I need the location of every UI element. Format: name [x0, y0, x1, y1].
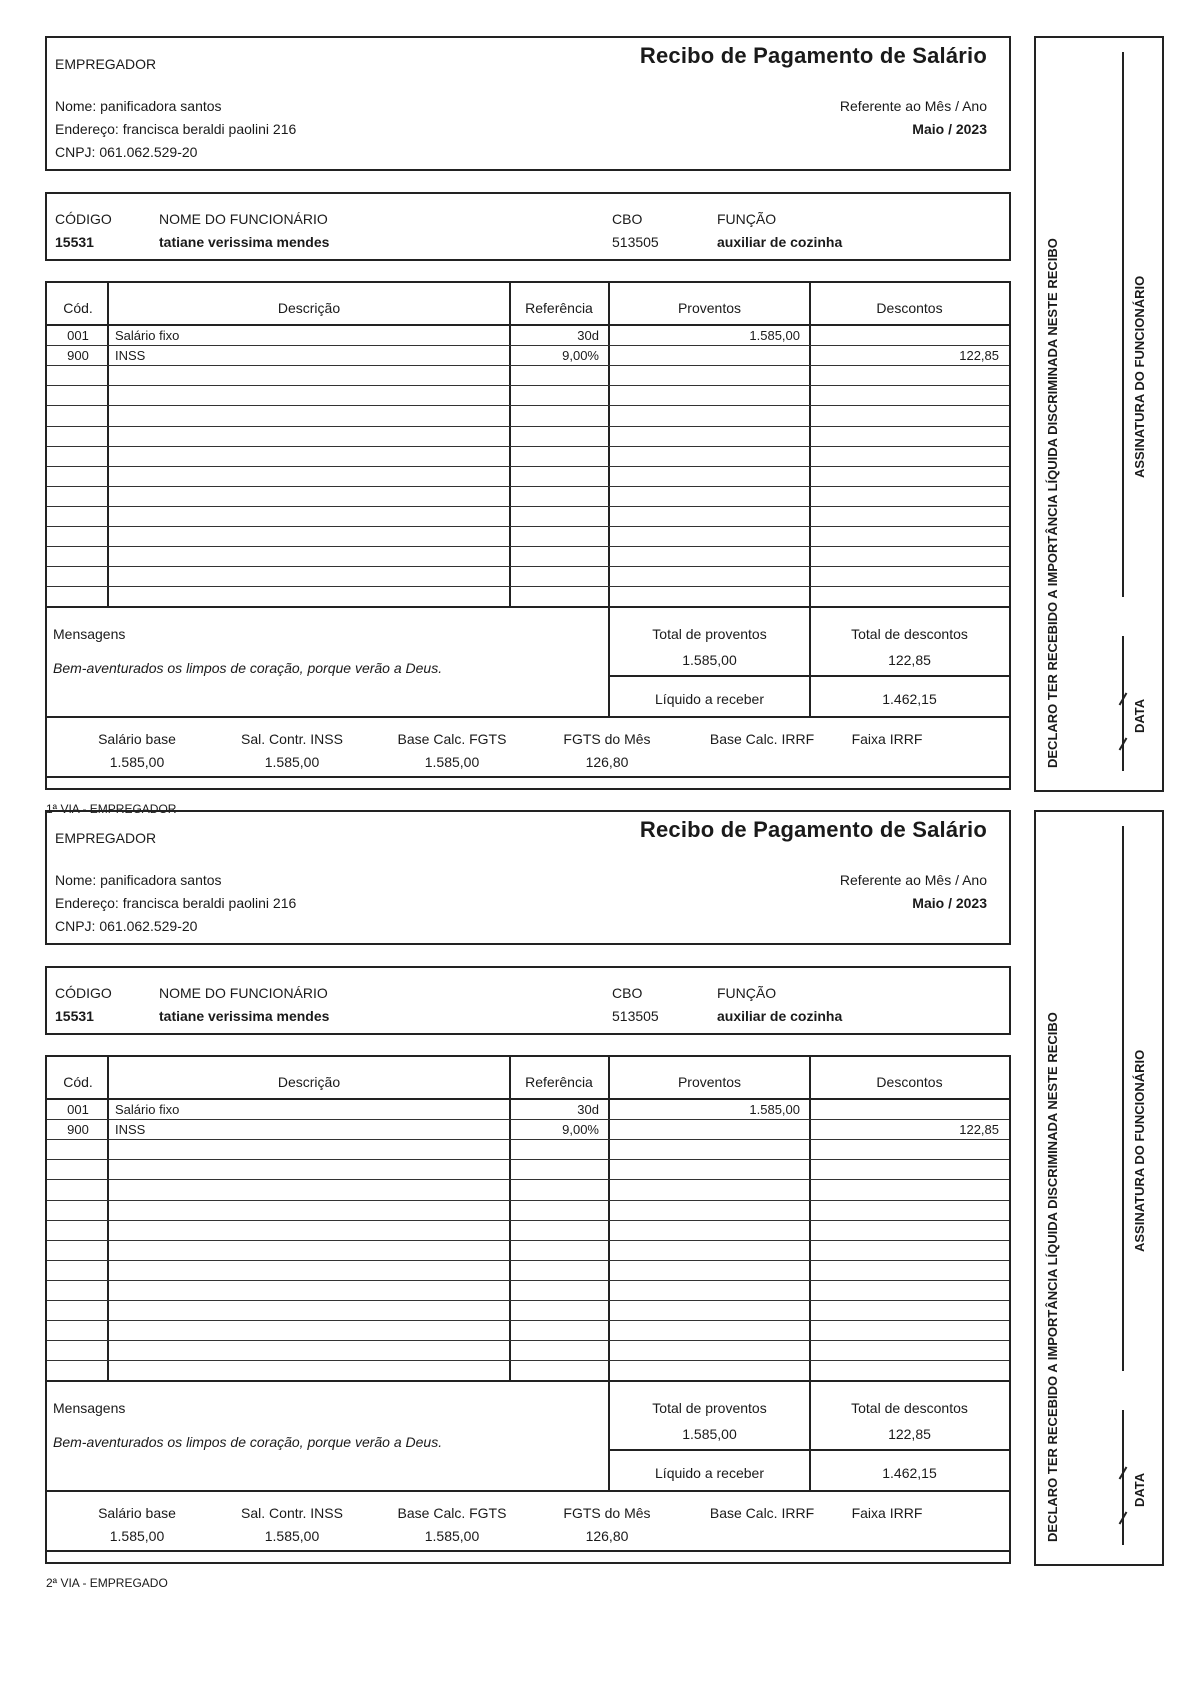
row-line — [47, 1179, 1009, 1180]
row-deductions: 122,85 — [959, 1122, 999, 1138]
net-pay-label: Líquido a receber — [655, 691, 764, 707]
employer-cnpj: CNPJ: 061.062.529-20 — [55, 144, 198, 160]
row-line — [47, 506, 1009, 507]
declaration-text: DECLARO TER RECEBIDO A IMPORTÂNCIA LÍQUIDA DISCRIMINADA NESTE RECIBO — [1045, 238, 1060, 768]
net-pay-label: Líquido a receber — [655, 1465, 764, 1481]
row-description: INSS — [115, 348, 146, 364]
row-line — [47, 566, 1009, 567]
employee-name: tatiane verissima mendes — [159, 234, 330, 250]
row-code: 001 — [67, 328, 89, 343]
employee-function: auxiliar de cozinha — [717, 234, 843, 250]
function-header: FUNÇÃO — [717, 985, 777, 1001]
row-line — [47, 1360, 1009, 1361]
row-line — [47, 586, 1009, 587]
row-line — [47, 446, 1009, 447]
total-earnings-value: 1.585,00 — [682, 1426, 737, 1442]
total-deductions-value: 122,85 — [888, 1426, 931, 1442]
employee-name-header: NOME DO FUNCIONÁRIO — [159, 211, 328, 227]
employer-label: EMPREGADOR — [55, 56, 157, 72]
footer-label: Base Calc. IRRF — [709, 731, 815, 747]
employer-name: Nome: panificadora santos — [55, 98, 222, 114]
col-header-reference: Referência — [525, 1074, 593, 1090]
col-header-code: Cód. — [63, 1074, 93, 1090]
footer-divider — [47, 1490, 1009, 1492]
employee-name: tatiane verissima mendes — [159, 1008, 330, 1024]
net-pay-value: 1.462,15 — [882, 691, 937, 707]
document-title: Recibo de Pagamento de Salário — [639, 817, 987, 842]
col-header-description: Descrição — [277, 1074, 341, 1090]
footer-value: 126,80 — [585, 754, 629, 770]
employee-box — [45, 966, 1011, 1035]
row-reference: 9,00% — [562, 348, 599, 364]
row-line — [47, 526, 1009, 527]
col-header-deductions: Descontos — [876, 1074, 943, 1090]
row-line — [47, 1300, 1009, 1301]
cbo-header: CBO — [612, 211, 643, 227]
signature-strip — [1034, 810, 1164, 1566]
header-divider — [47, 1098, 1009, 1100]
total-deductions-value: 122,85 — [888, 652, 931, 668]
row-line — [47, 1159, 1009, 1160]
net-pay-value: 1.462,15 — [882, 1465, 937, 1481]
row-line — [47, 1340, 1009, 1341]
row-line — [47, 1240, 1009, 1241]
employee-code-header: CÓDIGO — [55, 211, 112, 227]
employee-box — [45, 192, 1011, 261]
footer-value: 1.585,00 — [264, 754, 320, 770]
footer-label: Salário base — [98, 1505, 176, 1521]
col-header-code: Cód. — [63, 300, 93, 316]
footer-label: Faixa IRRF — [851, 1505, 923, 1521]
row-line — [47, 1139, 1009, 1140]
cbo-header: CBO — [612, 985, 643, 1001]
date-label: DATA — [1132, 698, 1147, 733]
row-earnings: 1.585,00 — [749, 1102, 800, 1117]
totals-divider — [609, 675, 1009, 677]
total-earnings-label: Total de proventos — [652, 626, 767, 642]
row-reference: 30d — [577, 328, 599, 343]
row-line — [47, 385, 1009, 386]
footer-label: FGTS do Mês — [563, 1505, 651, 1521]
row-line — [47, 1200, 1009, 1201]
col-header-earnings: Proventos — [677, 1074, 742, 1090]
message-text: Bem-aventurados os limpos de coração, porque verão a Deus. — [53, 660, 443, 676]
row-line — [47, 486, 1009, 487]
employee-cbo: 513505 — [612, 234, 659, 250]
document-title: Recibo de Pagamento de Salário — [639, 43, 987, 68]
employee-code-header: CÓDIGO — [55, 985, 112, 1001]
totals-divider — [609, 1449, 1009, 1451]
footer-value: 126,80 — [585, 1528, 629, 1544]
row-code: 900 — [67, 348, 89, 364]
footer-label: Sal. Contr. INSS — [241, 731, 343, 747]
footer-value: 1.585,00 — [424, 1528, 480, 1544]
footer-divider — [47, 716, 1009, 718]
employee-code: 15531 — [55, 1008, 94, 1024]
row-line — [47, 345, 1009, 346]
row-reference: 30d — [577, 1102, 599, 1117]
row-code: 001 — [67, 1102, 89, 1117]
footer-value: 1.585,00 — [264, 1528, 320, 1544]
total-earnings-value: 1.585,00 — [682, 652, 737, 668]
footer-label: Base Calc. FGTS — [397, 731, 507, 747]
reference-value: Maio / 2023 — [912, 895, 987, 911]
employee-function: auxiliar de cozinha — [717, 1008, 843, 1024]
signature-line — [1122, 52, 1124, 597]
row-line — [47, 466, 1009, 467]
date-line — [1122, 1410, 1124, 1545]
total-earnings-label: Total de proventos — [652, 1400, 767, 1416]
total-deductions-label: Total de descontos — [851, 1400, 968, 1416]
total-deductions-label: Total de descontos — [851, 626, 968, 642]
row-description: INSS — [115, 1122, 146, 1138]
footer-value: 1.585,00 — [109, 754, 165, 770]
employer-address: Endereço: francisca beraldi paolini 216 — [55, 895, 297, 911]
bottom-divider — [47, 1550, 1009, 1552]
payslip-table — [45, 1055, 1011, 1564]
row-description: Salário fixo — [115, 328, 180, 343]
row-code: 900 — [67, 1122, 89, 1138]
col-header-reference: Referência — [525, 300, 593, 316]
row-earnings: 1.585,00 — [749, 328, 800, 343]
messages-divider — [47, 1380, 1009, 1382]
employer-name: Nome: panificadora santos — [55, 872, 222, 888]
col-header-earnings: Proventos — [677, 300, 742, 316]
employer-box — [45, 36, 1011, 171]
row-line — [47, 426, 1009, 427]
row-line — [47, 1220, 1009, 1221]
copy-label: 2ª VIA - EMPREGADO — [46, 1576, 168, 1590]
signature-label: ASSINATURA DO FUNCIONÁRIO — [1132, 275, 1147, 478]
date-label: DATA — [1132, 1472, 1147, 1507]
footer-label: Salário base — [98, 731, 176, 747]
employee-code: 15531 — [55, 234, 94, 250]
row-line — [47, 546, 1009, 547]
footer-label: FGTS do Mês — [563, 731, 651, 747]
employer-label: EMPREGADOR — [55, 830, 157, 846]
row-line — [47, 1320, 1009, 1321]
payslip-table — [45, 281, 1011, 790]
date-line — [1122, 636, 1124, 771]
employee-name-header: NOME DO FUNCIONÁRIO — [159, 985, 328, 1001]
header-divider — [47, 324, 1009, 326]
employer-box — [45, 810, 1011, 945]
employee-cbo: 513505 — [612, 1008, 659, 1024]
function-header: FUNÇÃO — [717, 211, 777, 227]
messages-divider — [47, 606, 1009, 608]
footer-label: Base Calc. IRRF — [709, 1505, 815, 1521]
row-reference: 9,00% — [562, 1122, 599, 1138]
col-header-deductions: Descontos — [876, 300, 943, 316]
declaration-text: DECLARO TER RECEBIDO A IMPORTÂNCIA LÍQUIDA DISCRIMINADA NESTE RECIBO — [1045, 1012, 1060, 1542]
reference-label: Referente ao Mês / Ano — [839, 98, 987, 114]
signature-line — [1122, 826, 1124, 1371]
row-line — [47, 1119, 1009, 1120]
message-text: Bem-aventurados os limpos de coração, porque verão a Deus. — [53, 1434, 443, 1450]
messages-label: Mensagens — [53, 626, 126, 642]
employer-cnpj: CNPJ: 061.062.529-20 — [55, 918, 198, 934]
col-header-description: Descrição — [277, 300, 341, 316]
row-line — [47, 405, 1009, 406]
employer-address: Endereço: francisca beraldi paolini 216 — [55, 121, 297, 137]
messages-label: Mensagens — [53, 1400, 126, 1416]
row-line — [47, 365, 1009, 366]
footer-label: Sal. Contr. INSS — [241, 1505, 343, 1521]
row-description: Salário fixo — [115, 1102, 180, 1117]
footer-label: Faixa IRRF — [851, 731, 923, 747]
receipt-copy — [0, 774, 1200, 1590]
row-line — [47, 1280, 1009, 1281]
receipt-copy — [0, 0, 1200, 816]
reference-value: Maio / 2023 — [912, 121, 987, 137]
reference-label: Referente ao Mês / Ano — [839, 872, 987, 888]
row-line — [47, 1260, 1009, 1261]
signature-strip — [1034, 36, 1164, 792]
footer-value: 1.585,00 — [424, 754, 480, 770]
footer-value: 1.585,00 — [109, 1528, 165, 1544]
row-deductions: 122,85 — [959, 348, 999, 364]
signature-label: ASSINATURA DO FUNCIONÁRIO — [1132, 1049, 1147, 1252]
footer-label: Base Calc. FGTS — [397, 1505, 507, 1521]
copy-label: 1ª VIA - EMPREGADOR — [46, 802, 177, 816]
